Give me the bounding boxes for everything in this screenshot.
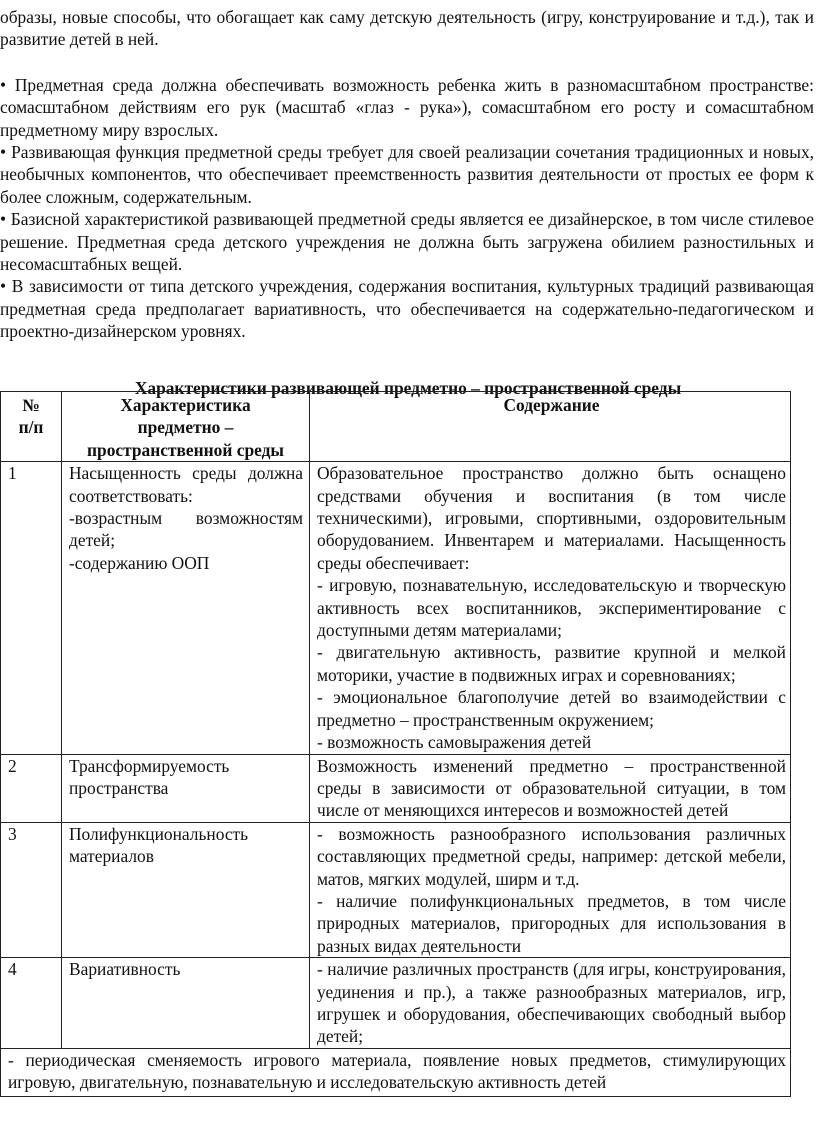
header-characteristic: Характеристика предметно – пространственной среды <box>62 392 310 462</box>
row-1-content-item: - двигательную активность, развитие крупной и мелкой моторики, участие в подвижных играх и соревнованиях; <box>317 642 786 685</box>
table-row <box>1 754 791 822</box>
row-3-content <box>310 822 791 957</box>
row-1-content <box>310 462 791 754</box>
row-1-content-item: Образовательное пространство должно быть оснащено средствами обучения и воспитания (в том числе техническими), игровыми, спортивными, оздоровительным оборудованием. Инвентарем и материалами. Насыщенность среды обеспечивает: <box>317 463 786 573</box>
row-2-characteristic-line: Трансформируемость пространства <box>69 755 230 798</box>
row-4-characteristic-line: Вариативность <box>69 959 181 980</box>
table-header-row <box>1 392 791 462</box>
table-title: Характеристики развивающей предметно – пространственной среды <box>134 377 682 398</box>
intro-paragraph: образы, новые способы, что обогащает как саму детскую деятельность (игру, конструирование и т.д.), так и развитие детей в ней. <box>0 7 814 50</box>
row-1-characteristic-line: Насыщенность среды должна соответствовать: <box>69 463 303 506</box>
header-content: Содержание <box>310 392 791 462</box>
table-row <box>1 958 791 1049</box>
row-1-characteristic-line: -содержанию ООП <box>69 552 210 573</box>
bullet-variability: • В зависимости от типа детского учреждения, содержания воспитания, культурных традиций развивающая предметная среда предполагает вариативность, что обеспечивается на содержательно-педагогическом и проектно-дизайнерском уровнях. <box>0 276 814 342</box>
row-2-content-item: Возможность изменений предметно – пространственной среды в зависимости от образовательной ситуации, в том числе от меняющихся интересов и возможностей детей <box>317 755 786 821</box>
row-4-characteristic <box>62 958 310 1049</box>
characteristics-table <box>0 391 791 1097</box>
row-1-characteristic-line: -возрастным возможностям детей; <box>69 508 303 551</box>
row-4-num: 4 <box>1 958 62 1049</box>
row-4-content <box>310 958 791 1049</box>
bullet-scale-space: • Предметная среда должна обеспечивать возможность ребенка жить в разномасштабном пространстве: сомасштабном действиям его рук (масштаб «глаз - рука»), сомасштабном его росту и сомасштабном предметному миру взрослых. <box>0 74 814 140</box>
row-3-characteristic-line: Полифункциональность материалов <box>69 823 249 867</box>
bullet-design-style: • Базисной характеристикой развивающей предметной среды является ее дизайнерское, в том числе стилевое решение. Предметная среда детского учреждения не должна быть загружена обилием разностильных и несомасштабных вещей. <box>0 209 814 275</box>
row-3-num: 3 <box>1 822 62 957</box>
row-3-content-item: - наличие полифункциональных предметов, в том числе природных материалов, пригородных для использования в разных видах деятельности <box>317 890 786 956</box>
row-2-content <box>310 754 791 822</box>
row-2-characteristic <box>62 754 310 822</box>
row-1-content-item: - эмоциональное благополучие детей во взаимодействии с предметно – пространственным окружением; <box>317 687 786 730</box>
footer-content: - периодическая сменяемость игрового материала, появление новых предметов, стимулирующих игровую, двигательную, познавательную и исследовательскую активность детей <box>1 1048 791 1096</box>
row-1-content-item: - игровую, познавательную, исследовательскую и творческую активность всех воспитанников, экспериментирование с доступными детям материалами; <box>317 575 786 641</box>
bullet-developing-function: • Развивающая функция предметной среды требует для своей реализации сочетания традиционных и новых, необычных компонентов, что обеспечивает преемственность развития деятельности от простых ее форм к более сложным, содержательным. <box>0 142 814 207</box>
table-row <box>1 822 791 957</box>
row-1-num: 1 <box>1 462 62 754</box>
row-4-content-item: - наличие различных пространств (для игры, конструирования, уединения и пр.), а также разнообразных материалов, игр, игрушек и оборудования, обеспечивающих свободный выбор детей; <box>317 959 786 1047</box>
row-1-content-item: - возможность самовыражения детей <box>317 732 592 753</box>
table-footer-row <box>1 1048 791 1096</box>
header-num: № п/п <box>1 392 62 462</box>
row-2-num: 2 <box>1 754 62 822</box>
row-1-characteristic <box>62 462 310 754</box>
table-row <box>1 462 791 754</box>
document-page <box>0 0 816 399</box>
row-3-characteristic <box>62 822 310 957</box>
row-3-content-item: - возможность разнообразного использования различных составляющих предметной среды, например: детской мебели, матов, мягких модулей, ширм и т.д. <box>317 823 786 889</box>
